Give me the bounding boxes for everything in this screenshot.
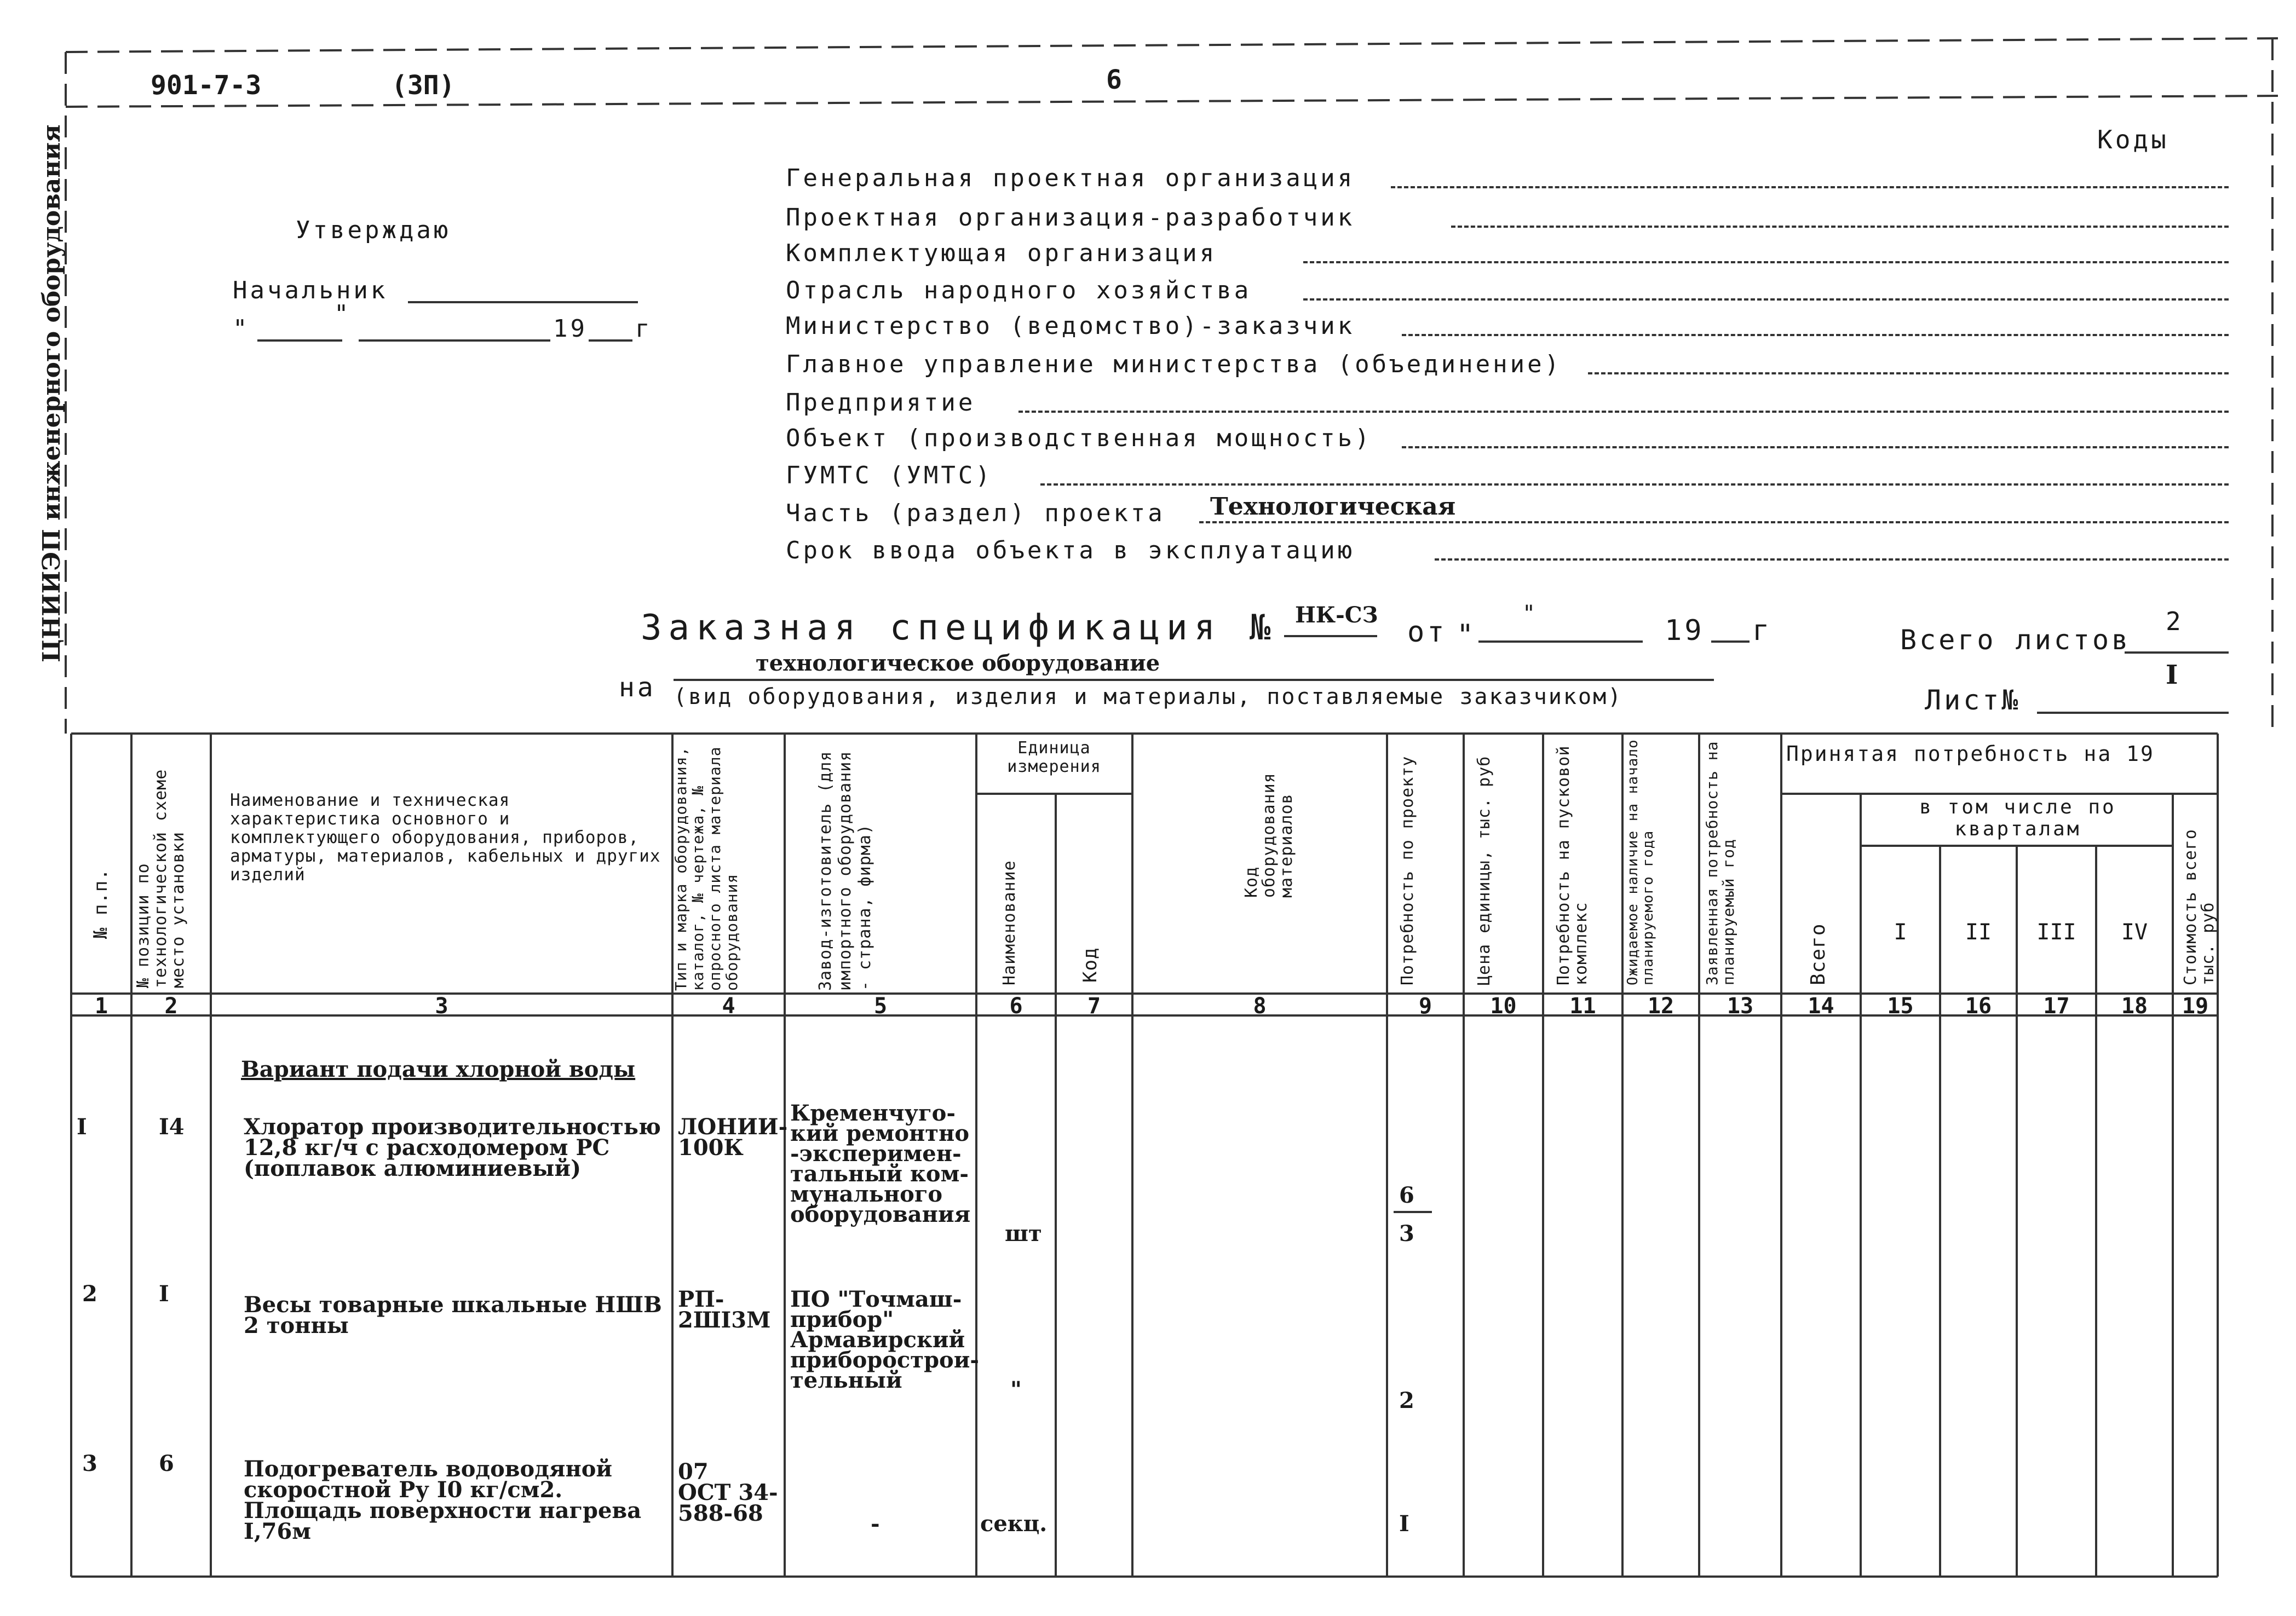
col-header-14: Всего xyxy=(1807,923,1829,985)
spec-number: НК-СЗ xyxy=(1295,602,1378,628)
album-code: (ЗП) xyxy=(392,70,455,101)
col-header-11: Потребность на пусковой комплекс xyxy=(1554,745,1591,985)
col-num-8: 8 xyxy=(1253,994,1267,1019)
col-num-7: 7 xyxy=(1087,994,1101,1019)
spec-date-open: " xyxy=(1457,619,1477,651)
document-number: 901-7-3 xyxy=(151,70,262,101)
spec-year: 19 xyxy=(1665,614,1705,647)
approve-label: Утверждаю xyxy=(296,216,451,244)
col-header-10: Цена единицы, тыс. руб xyxy=(1475,755,1494,985)
chief-label: Начальник xyxy=(233,276,388,304)
row-2-need: 2 xyxy=(1399,1388,1414,1413)
field-industry: Отрасль народного хозяйства xyxy=(786,276,1252,304)
row-1-maker: Кременчуго- кий ремонтно -эксперимен- тальный ком- мунального оборудования xyxy=(790,1100,971,1227)
col-header-15: I xyxy=(1894,920,1907,945)
row-2-number: 2 xyxy=(82,1281,97,1307)
col-header-9: Потребность по проекту xyxy=(1398,755,1417,985)
col-num-19: 19 xyxy=(2182,994,2209,1019)
col-num-14: 14 xyxy=(1808,994,1834,1019)
field-design-org: Проектная организация-разработчик xyxy=(786,204,1355,232)
col-header-18: IV xyxy=(2121,920,2148,945)
col-num-1: 1 xyxy=(94,994,108,1019)
field-general-org: Генеральная проектная организация xyxy=(786,164,1355,192)
col-header-13: Заявленная потребность на планируемый год xyxy=(1703,741,1737,985)
col-num-12: 12 xyxy=(1647,994,1674,1019)
row-1-need-bottom: 3 xyxy=(1399,1221,1414,1246)
col-header-6: Наименование xyxy=(1000,860,1019,985)
col-num-3: 3 xyxy=(435,994,448,1019)
col-num-18: 18 xyxy=(2121,994,2148,1019)
col-header-7: Код xyxy=(1079,947,1101,983)
row-2-position: I xyxy=(159,1281,169,1307)
row-2-type: РП- 2ШI3М xyxy=(678,1286,771,1333)
total-sheets-label: Всего листов xyxy=(1900,624,2131,656)
row-1-unit: шт xyxy=(1005,1221,1042,1246)
col-num-4: 4 xyxy=(722,994,735,1019)
spec-title: Заказная спецификация № xyxy=(641,608,1278,648)
col-header-2: № позиции по технологической схеме место установки xyxy=(134,769,188,988)
col-num-5: 5 xyxy=(873,994,888,1019)
approval-year-suffix: г xyxy=(635,315,653,343)
sheet-value: I xyxy=(2166,660,2178,690)
field-gumts: ГУМТС (УМТС) xyxy=(786,461,993,489)
row-1-number: I xyxy=(77,1114,87,1140)
row-3-need: I xyxy=(1399,1511,1409,1537)
col-header-16: II xyxy=(1965,920,1992,945)
row-1-position: I4 xyxy=(159,1114,185,1140)
row-3-type: 07 ОСТ 34- 588-68 xyxy=(678,1459,778,1526)
row-1-name: Хлоратор производительностью 12,8 кг/ч с расходомером РС (поплавок алюминиевый) xyxy=(244,1114,661,1181)
row-1-need-top: 6 xyxy=(1399,1182,1414,1208)
col-num-6: 6 xyxy=(1009,994,1023,1019)
row-3-unit: секц. xyxy=(980,1511,1048,1537)
row-3-number: 3 xyxy=(82,1451,97,1476)
spec-subject: технологическое оборудование xyxy=(756,650,1160,676)
col-header-4: Тип и марка оборудования, каталог, № чертежа, № опросного листа материала оборудования xyxy=(672,746,741,991)
spec-subject-hint: (вид оборудования, изделия и материалы, поставляемые заказчиком) xyxy=(674,684,1623,709)
codes-label: Коды xyxy=(2097,125,2169,154)
col-header-unit: Единица измерения xyxy=(1007,738,1101,776)
col-header-1: № п.п. xyxy=(90,868,112,939)
col-num-11: 11 xyxy=(1569,994,1596,1019)
field-project-part: Часть (раздел) проекта xyxy=(786,499,1165,527)
col-num-16: 16 xyxy=(1965,994,1992,1019)
spec-from-label: от xyxy=(1407,616,1447,649)
approval-year: 19 xyxy=(553,315,588,343)
field-supply-org: Комплектующая организация xyxy=(786,239,1217,267)
side-stamp: ЦНИИЭП инженерного оборудования xyxy=(38,124,66,662)
row-3-position: 6 xyxy=(159,1451,174,1476)
total-sheets-value: 2 xyxy=(2166,607,2184,636)
field-project-part-value: Технологическая xyxy=(1210,493,1456,521)
col-header-quarters: в том числе по кварталам xyxy=(1919,796,2116,840)
row-2-unit: " xyxy=(1010,1377,1022,1403)
field-object: Объект (производственная мощность) xyxy=(786,424,1372,452)
row-3-maker: - xyxy=(871,1511,880,1537)
row-2-name: Весы товарные шкальные НШВ 2 тонны xyxy=(244,1292,662,1338)
field-enterprise: Предприятие xyxy=(786,389,976,417)
col-header-5: Завод-изготовитель (для импортного оборудования - страна, фирма) xyxy=(816,751,874,991)
col-header-17: III xyxy=(2036,920,2076,945)
col-header-12: Ожидаемое наличие на начало планируемого года xyxy=(1625,739,1656,985)
col-header-19: Стоимость всего тыс. руб xyxy=(2181,829,2218,985)
row-3-name: Подогреватель водоводяной скоростной Ру I0 кг/см2. Площадь поверхности нагрева I,76м xyxy=(244,1456,642,1544)
approval-date-mid: " xyxy=(334,300,352,328)
col-header-3: Наименование и техническая характеристика основного и комплектующего оборудования, приборов, арматуры, материалов, кабельных и других изделий xyxy=(230,790,661,885)
col-num-2: 2 xyxy=(164,994,178,1019)
page-number: 6 xyxy=(1106,65,1122,95)
col-header-accepted: Принятая потребность на 19 xyxy=(1786,742,2155,766)
section-title: Вариант подачи хлорной воды xyxy=(241,1057,636,1082)
approval-date-open: " xyxy=(233,315,250,343)
row-1-type: ЛОНИИ- 100К xyxy=(678,1114,788,1161)
field-commissioning: Срок ввода объекта в эксплуатацию xyxy=(786,536,1355,564)
spec-year-suffix: г xyxy=(1752,614,1773,647)
col-num-9: 9 xyxy=(1418,994,1432,1019)
col-header-8: Код оборудования материалов xyxy=(1242,772,1296,898)
field-main-directorate: Главное управление министерства (объединение) xyxy=(786,350,1562,378)
row-2-maker: ПО "Точмаш- прибор" Армавирский приборострои- тельный xyxy=(790,1286,979,1393)
col-num-15: 15 xyxy=(1887,994,1914,1019)
spec-date-mid: " xyxy=(1522,601,1539,626)
col-num-13: 13 xyxy=(1727,994,1754,1019)
sheet-label: Лист№ xyxy=(1925,684,2021,716)
col-num-17: 17 xyxy=(2043,994,2070,1019)
col-num-10: 10 xyxy=(1490,994,1517,1019)
spec-on-label: на xyxy=(619,672,656,703)
field-ministry: Министерство (ведомство)-заказчик xyxy=(786,312,1355,340)
